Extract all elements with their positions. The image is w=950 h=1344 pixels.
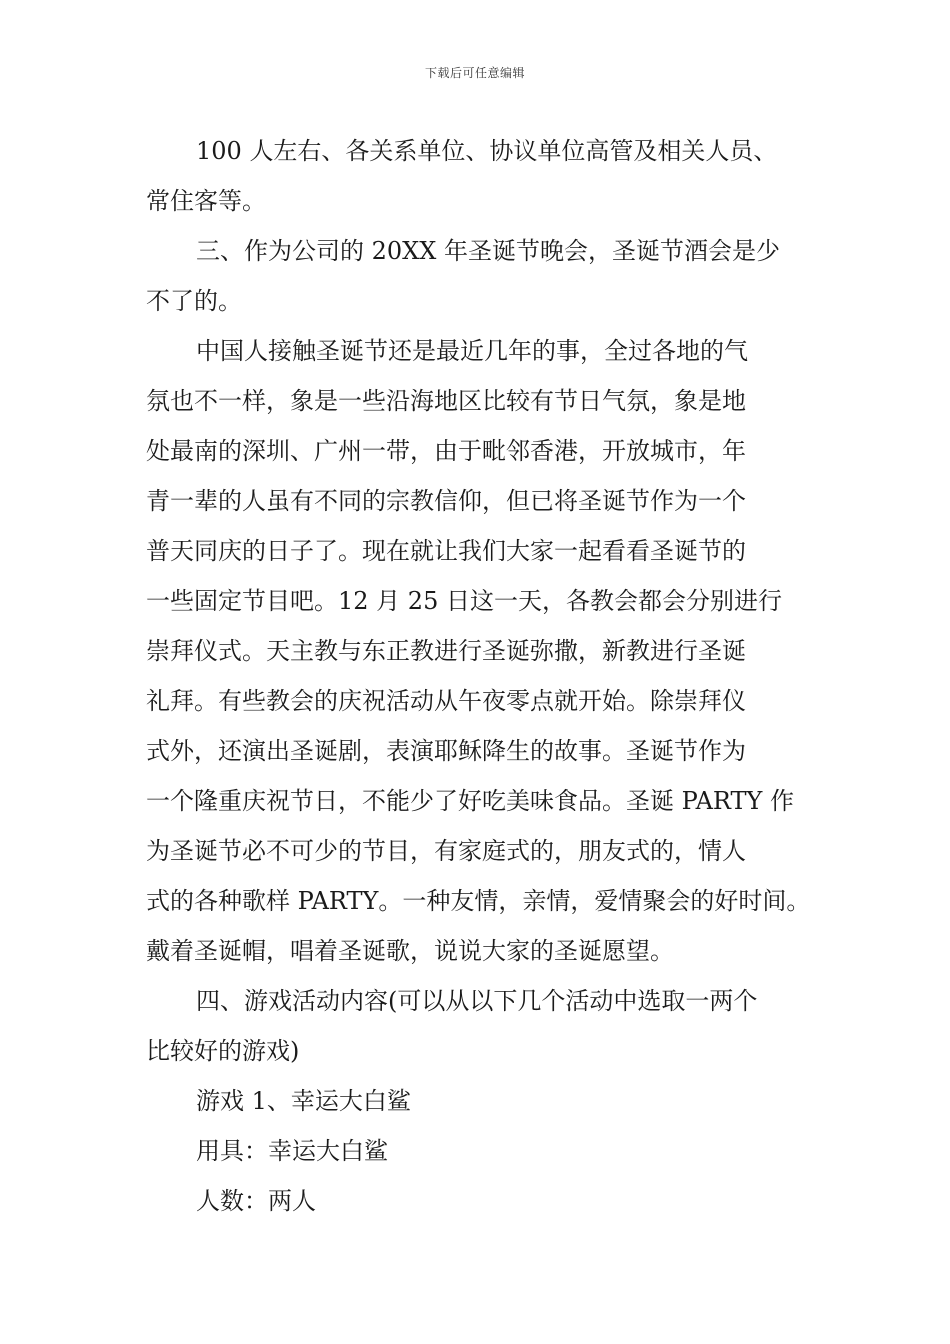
page-header: 下载后可任意编辑 [424,66,525,80]
text-line: 游戏 1、幸运大白鲨 [196,1087,411,1115]
paragraph-section-three [146,226,836,326]
text-line: 一个隆重庆祝节日，不能少了好吃美味食品。圣诞 PARTY 作 [146,787,795,815]
text-line: 100 人左右、各关系单位、协议单位高管及相关人员、 [196,137,778,165]
text-line: 式的各种歌样 PARTY。一种友情，亲情，爱情聚会的好时间。 [146,887,811,915]
text-line: 氛也不一样，象是一些沿海地区比较有节日气氛，象是地 [146,387,746,415]
text-line: 式外，还演出圣诞剧，表演耶稣降生的故事。圣诞节作为 [146,737,746,765]
paragraph-section-four [146,976,836,1076]
text-line: 不了的。 [146,287,242,315]
text-line: 处最南的深圳、广州一带，由于毗邻香港，开放城市，年 [146,437,746,465]
text-line: 一些固定节目吧。12 月 25 日这一天，各教会都会分别进行 [146,587,782,615]
text-line: 常住客等。 [146,187,266,215]
text-line: 用具：幸运大白鲨 [196,1137,388,1165]
paragraph-game-players [146,1176,836,1226]
text-line: 人数：两人 [196,1187,316,1215]
document-body [146,126,836,1226]
paragraph-game-equipment [146,1126,836,1176]
paragraph-christmas-description [146,326,836,976]
text-line: 普天同庆的日子了。现在就让我们大家一起看看圣诞节的 [146,537,746,565]
text-line: 为圣诞节必不可少的节目，有家庭式的，朋友式的，情人 [146,837,746,865]
text-line: 三、作为公司的 20XX 年圣诞节晚会，圣诞节酒会是少 [196,237,780,265]
text-line: 四、游戏活动内容(可以从以下几个活动中选取一两个 [196,987,758,1015]
paragraph-attendees [146,126,836,226]
text-line: 青一辈的人虽有不同的宗教信仰，但已将圣诞节作为一个 [146,487,746,515]
text-line: 礼拜。有些教会的庆祝活动从午夜零点就开始。除崇拜仪 [146,687,746,715]
paragraph-game-title [146,1076,836,1126]
text-line: 中国人接触圣诞节还是最近几年的事，全过各地的气 [196,337,748,365]
text-line: 戴着圣诞帽，唱着圣诞歌，说说大家的圣诞愿望。 [146,937,674,965]
text-line: 崇拜仪式。天主教与东正教进行圣诞弥撒，新教进行圣诞 [146,637,746,665]
text-line: 比较好的游戏) [146,1037,300,1065]
